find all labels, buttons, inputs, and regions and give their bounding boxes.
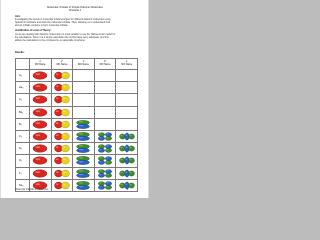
table-row (16, 167, 138, 179)
document-page (0, 0, 149, 198)
empty-cell (94, 118, 116, 130)
sigma-orbital-image (30, 94, 52, 106)
aim-text-line: atomic orbitals combine to form molecular orbitals. (15, 24, 69, 27)
empty-cell (73, 82, 95, 94)
table-row (16, 70, 138, 82)
document-title: Molecular Orbitals of Simple Diatomic Molecules (47, 6, 103, 9)
empty-cell (116, 118, 138, 130)
empty-cell (94, 70, 116, 82)
table-header-cell (30, 59, 52, 70)
document-subtitle: Practical 1 (68, 9, 82, 12)
sigma-orbital-image (30, 70, 52, 82)
sigma-star-orbital-image (51, 155, 73, 167)
empty-cell (73, 106, 95, 118)
footer-left: Molecular Orbitals of Molecules (15, 188, 49, 191)
table-header-cell (51, 59, 73, 70)
empty-cell (94, 106, 116, 118)
table-row (16, 118, 138, 130)
aim-heading: Aim: (15, 15, 21, 18)
table-row (16, 82, 138, 94)
sigma-orbital-image (30, 130, 52, 142)
sigma-star-orbital-image (51, 106, 73, 118)
sigma-orbital-image (30, 143, 52, 155)
molecule-label: Li₂ (16, 94, 30, 106)
justification-text-line: As we are dealing with diatomic molecules it is most suitable to use the Hartree-Fock model for (15, 33, 116, 36)
empty-cell (116, 70, 138, 82)
sigma-star-orbital-image (51, 167, 73, 179)
sigma-p-orbital-image (116, 130, 138, 142)
justification-heading: Justification of Level of Theory: (15, 29, 52, 32)
pi-star-orbital-image (94, 143, 116, 155)
table-header-cell (116, 59, 138, 70)
molecule-label: F₂ (16, 167, 30, 179)
table-header-cell (73, 59, 95, 70)
sigma-star-orbital-image (51, 94, 73, 106)
empty-cell (116, 82, 138, 94)
molecule-label: C₂ (16, 130, 30, 142)
empty-cell (94, 82, 116, 94)
justification-text-line: allows the calculations to be completed in a reasonable timeframe. (15, 39, 86, 42)
table-header-text: σ (125, 60, 128, 64)
table-row (16, 106, 138, 118)
sigma-p-orbital-image (116, 167, 138, 179)
molecule-label: Be₂ (16, 106, 30, 118)
table-row (16, 155, 138, 167)
empty-cell (116, 94, 138, 106)
pi-orbital-image (73, 118, 95, 130)
table-body (16, 70, 138, 192)
sigma-star-orbital-image (51, 70, 73, 82)
sigma-orbital-image (30, 155, 52, 167)
table-header-text: MO Name (99, 63, 111, 66)
molecule-label: B₂ (16, 118, 30, 130)
table-header-row (16, 59, 138, 70)
empty-cell (116, 106, 138, 118)
molecule-label: Ne₂ (16, 179, 30, 191)
table-header-text: MO Name (56, 63, 68, 66)
empty-cell (94, 94, 116, 106)
molecule-label: H₂ (16, 70, 30, 82)
pi-star-orbital-image (94, 167, 116, 179)
sigma-orbital-image (30, 82, 52, 94)
pi-orbital-image (73, 143, 95, 155)
empty-cell (73, 94, 95, 106)
table-header-cell (94, 59, 116, 70)
sigma-star-orbital-image (51, 82, 73, 94)
pi-orbital-image (73, 179, 95, 191)
molecule-label: He₂ (16, 82, 30, 94)
sigma-p-orbital-image (116, 143, 138, 155)
pi-star-orbital-image (94, 130, 116, 142)
table-header-text: MO Name (121, 63, 133, 66)
sigma-orbital-image (30, 106, 52, 118)
table-header-cell (16, 59, 30, 70)
sigma-star-orbital-image (51, 143, 73, 155)
pi-star-orbital-image (94, 179, 116, 191)
empty-cell (73, 70, 95, 82)
table-header-text: π* (103, 60, 107, 64)
table-row (16, 143, 138, 155)
table-row (16, 130, 138, 142)
aim-text-line: Spartan'14 software and draw the molecular orbitals. Thus, allowing us to understand how (15, 21, 111, 24)
pi-orbital-image (73, 130, 95, 142)
table-header-text: σ* (60, 60, 64, 64)
sigma-star-orbital-image (51, 179, 73, 191)
justification-text-line: the calculations. Since it is a simple calculation the 3-21G basis set is adequate, and this (15, 36, 109, 39)
page-number: 1 (127, 188, 129, 191)
table-header-text: MO Name (78, 63, 89, 66)
table-header-text: π (82, 60, 85, 64)
molecular-orbitals-table (15, 58, 138, 192)
sigma-p-orbital-image (116, 155, 138, 167)
molecule-label: O₂ (16, 155, 30, 167)
table-row (16, 94, 138, 106)
molecule-label: N₂ (16, 143, 30, 155)
sigma-orbital-image (30, 167, 52, 179)
sigma-orbital-image (30, 118, 52, 130)
aim-text-line: Investigating the trends in molecular orbital energies for different diatomic molecules using (15, 18, 111, 21)
sigma-star-orbital-image (51, 118, 73, 130)
pi-orbital-image (73, 155, 95, 167)
sigma-star-orbital-image (51, 130, 73, 142)
table-header-text: σ (39, 60, 42, 64)
pi-orbital-image (73, 167, 95, 179)
pi-star-orbital-image (94, 155, 116, 167)
table-header-text: MO Name (34, 63, 46, 66)
results-heading: Results: (15, 51, 25, 54)
